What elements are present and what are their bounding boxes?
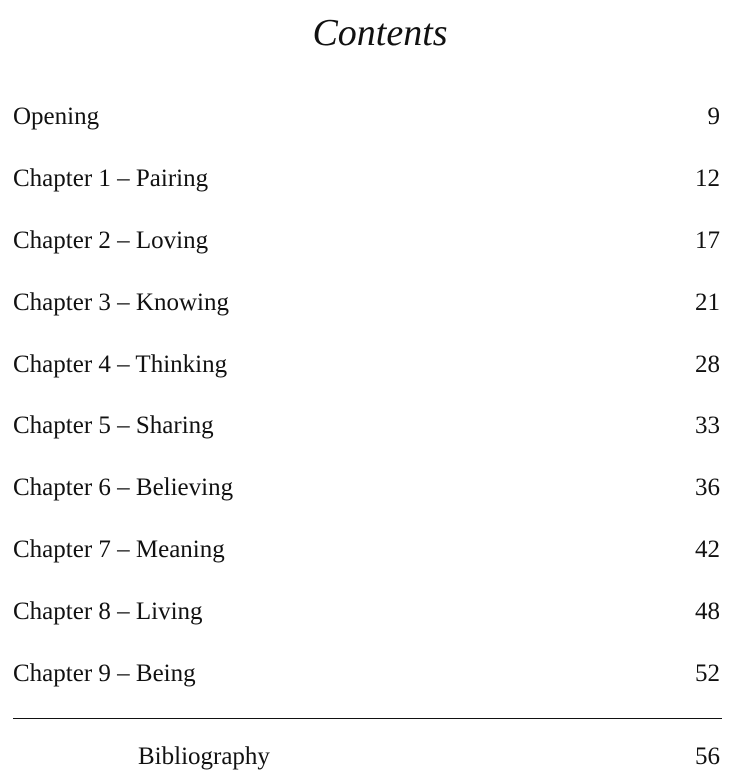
toc-entry-page-number: 52 — [695, 660, 720, 688]
toc-entry-chapter-6 — [13, 466, 720, 528]
toc-entry-chapter-1 — [13, 157, 720, 219]
toc-entry-opening — [13, 95, 720, 157]
toc-entry-label: Chapter 8 – Living — [13, 598, 203, 626]
toc-entry-page-number: 33 — [695, 412, 720, 440]
toc-entry-page-number: 21 — [695, 288, 720, 316]
toc-entry-chapter-7 — [13, 528, 720, 590]
toc-entry-chapter-2 — [13, 219, 720, 281]
toc-entry-chapter-8 — [13, 590, 720, 652]
toc-entry-chapter-5 — [13, 404, 720, 466]
toc-entry-label: Chapter 3 – Knowing — [13, 288, 229, 316]
toc-entry-page-number: 48 — [695, 598, 720, 626]
toc-entry-label: Chapter 2 – Loving — [13, 226, 209, 254]
toc-entry-page-number: 9 — [707, 103, 720, 130]
toc-entry-chapter-3 — [13, 281, 720, 343]
page-title: Contents — [312, 12, 448, 54]
section-divider — [13, 718, 722, 719]
toc-entry-label: Chapter 9 – Being — [13, 660, 196, 688]
toc-entry-label: Chapter 6 – Believing — [13, 474, 234, 502]
toc-entry-chapter-4 — [13, 343, 720, 405]
toc-entry-page-number: 56 — [695, 743, 720, 770]
toc-entry-page-number: 12 — [695, 164, 720, 192]
toc-entry-label: Chapter 1 – Pairing — [13, 164, 209, 192]
toc-entry-label: Chapter 4 – Thinking — [13, 350, 228, 378]
toc-entry-label: Opening — [13, 103, 100, 130]
toc-entry-bibliography — [13, 735, 720, 779]
table-of-contents — [13, 95, 720, 714]
toc-entry-label: Chapter 7 – Meaning — [13, 536, 225, 564]
toc-entry-chapter-9 — [13, 652, 720, 714]
toc-entry-label: Bibliography — [138, 743, 270, 770]
toc-entry-label: Chapter 5 – Sharing — [13, 412, 214, 440]
toc-entry-page-number: 17 — [695, 226, 720, 254]
toc-entry-page-number: 42 — [695, 536, 720, 564]
toc-entry-page-number: 36 — [695, 474, 720, 502]
toc-entry-page-number: 28 — [695, 350, 720, 378]
